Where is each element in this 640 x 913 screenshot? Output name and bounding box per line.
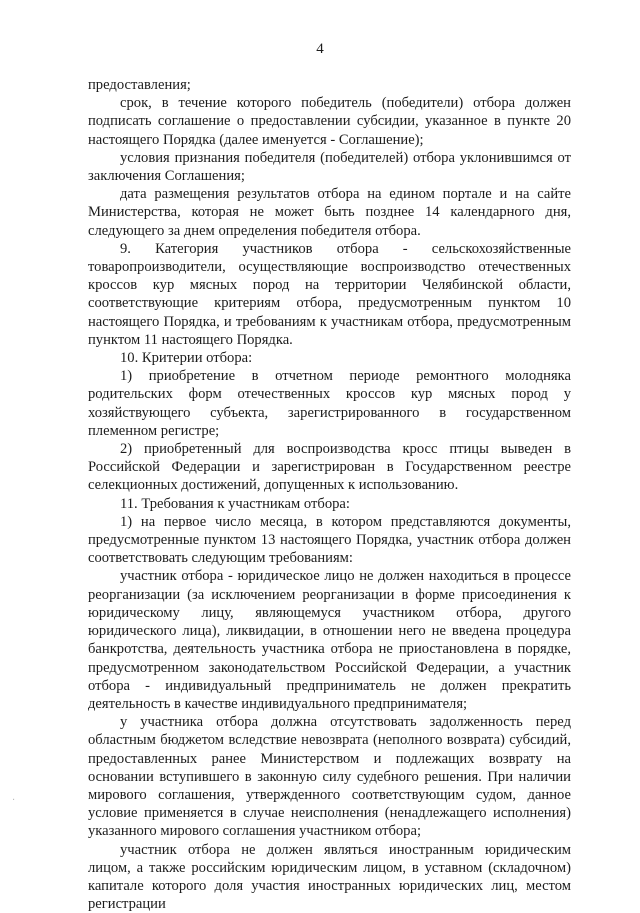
paragraph-7: 1) приобретение в отчетном периоде ремонтного молодняка родительских форм отечественных кроссов кур мясных пород у хозяйствующего субъекта, зарегистрированного в государственном племенном регистре; (88, 368, 571, 439)
paragraph-13: участник отбора не должен являться иностранным юридическим лицом, а также российским юридическим лицом, в уставном (складочном) капитале которого доля участия иностранных юридических лиц, местом регистрации (88, 841, 571, 913)
paragraph-4: дата размещения результатов отбора на едином портале и на сайте Министерства, которая не может быть позднее 14 календарного дня, следующего за днем определения победителя отбора. (88, 186, 571, 239)
page-number: 4 (316, 41, 324, 57)
paragraph-3: условия признания победителя (победителей) отбора уклонившимся от заключения Соглашения; (88, 149, 571, 185)
scan-mark: · (12, 795, 16, 806)
paragraph-5: 9. Категория участников отбора - сельскохозяйственные товаропроизводители, осуществляющие воспроизводство отечественных кроссов кур мясных пород на территории Челябинской области, соответствующие критериям отбора, предусмотренным пунктом 10 настоящего Порядка, и требованиям к участникам отбора, предусмотренным пунктом 11 настоящего Порядка. (88, 240, 571, 348)
document-body (88, 76, 571, 913)
paragraph-10: 1) на первое число месяца, в котором представляются документы, предусмотренные пунктом 13 настоящего Порядка, участник отбора должен соответствовать следующим требованиям: (88, 513, 571, 567)
paragraph-8: 2) приобретенный для воспроизводства кросс птицы выведен в Российской Федерации и зарегистрирован в Государственном реестре селекционных достижений, допущенных к использованию. (88, 441, 571, 494)
paragraph-9: 11. Требования к участникам отбора: (120, 495, 350, 512)
paragraph-2: срок, в течение которого победитель (победители) отбора должен подписать соглашение о предоставлении субсидии, указанное в пункте 20 настоящего Порядка (далее именуется - Соглашение); (88, 95, 571, 148)
paragraph-11: участник отбора - юридическое лицо не должен находиться в процессе реорганизации (за исключением реорганизации в форме присоединения к юридическому лицу, являющемуся участником отбора, другого юридического лица), ликвидации, в отношении него не введена процедура банкротства, деятельность участника отбора не приостановлена в порядке, предусмотренном законодательством Российской Федерации, а участник отбора - индивидуальный предприниматель не должен прекратить деятельность в качестве индивидуального предпринимателя; (88, 568, 571, 712)
paragraph-12: у участника отбора должна отсутствовать задолженность перед областным бюджетом вследствие невозврата (неполного возврата) субсидий, предоставленных ранее Министерством и подлежащих возврату на основании вступившего в законную силу судебного решения. При наличии мирового соглашения, утвержденного соответствующим судом, данное условие применяется в случае неисполнения (ненадлежащего исполнения) указанного мирового соглашения участником отбора; (88, 714, 571, 840)
paragraph-1: предоставления; (88, 77, 191, 93)
paragraph-6: 10. Критерии отбора: (120, 350, 253, 367)
